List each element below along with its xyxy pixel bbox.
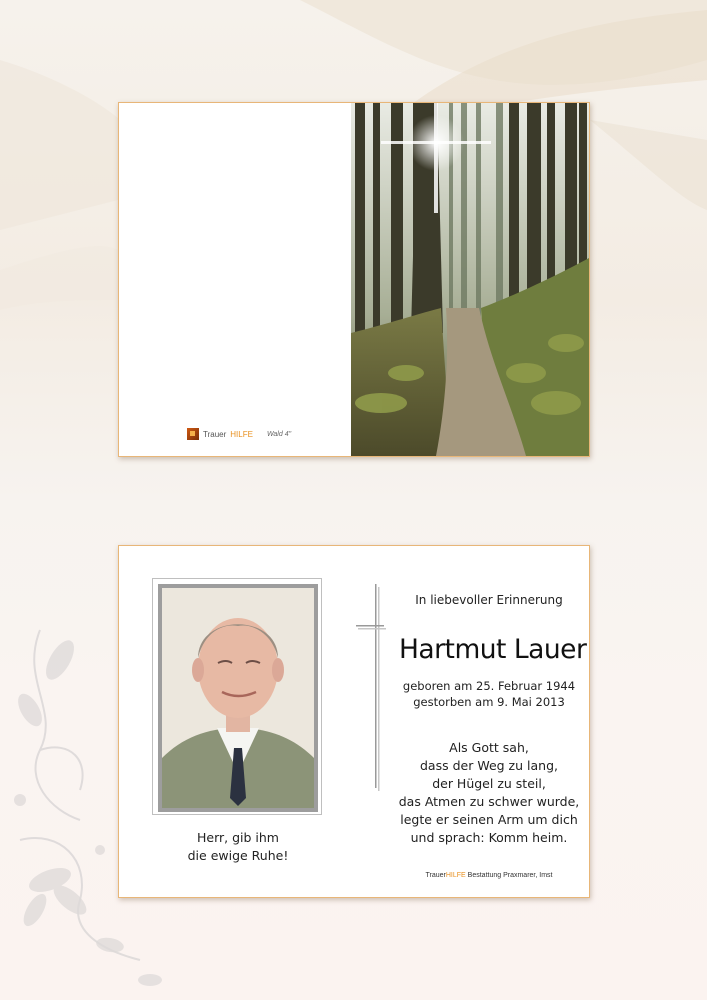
model-label: Wald 4" [266,430,292,438]
life-dates [389,678,589,710]
card-cover [118,102,590,457]
cover-blank-panel [119,103,351,456]
poem-line: der Hügel zu steil, [432,776,546,791]
death-date: gestorben am 9. Mai 2013 [413,695,565,709]
portrait-frame-inner [158,584,318,812]
brand-highlight: HILFE [230,429,253,439]
birth-date: geboren am 25. Februar 1944 [402,679,576,693]
forest-illustration [351,103,589,456]
memory-heading: In liebevoller Erinnerung [415,593,563,607]
footer-brand [389,872,589,879]
brand-logo [187,427,291,441]
prayer-line: Herr, gib ihm [197,830,279,845]
poem-text [387,739,591,847]
poem-line: dass der Weg zu lang, [420,758,558,773]
brand-logo-icon [187,428,199,440]
footer-prefix: Trauer [425,872,446,879]
poem-line: und sprach: Komm heim. [410,830,568,845]
forest-photo [351,103,589,456]
card-inside [118,545,590,898]
brand-prefix: Trauer [203,429,227,439]
deceased-name: Hartmut Lauer [399,634,587,665]
prayer-line: die ewige Ruhe! [187,848,289,863]
footer-highlight: HILFE [445,872,466,879]
footer-suffix: Bestattung Praxmarer, Imst [465,872,553,879]
portrait-photo [162,588,314,808]
poem-line: das Atmen zu schwer wurde, [398,794,580,809]
poem-line: Als Gott sah, [449,740,529,755]
cross-icon [356,584,386,792]
portrait-frame [152,578,322,815]
poem-line: legte er seinen Arm um dich [400,812,578,827]
prayer-text [159,829,317,865]
